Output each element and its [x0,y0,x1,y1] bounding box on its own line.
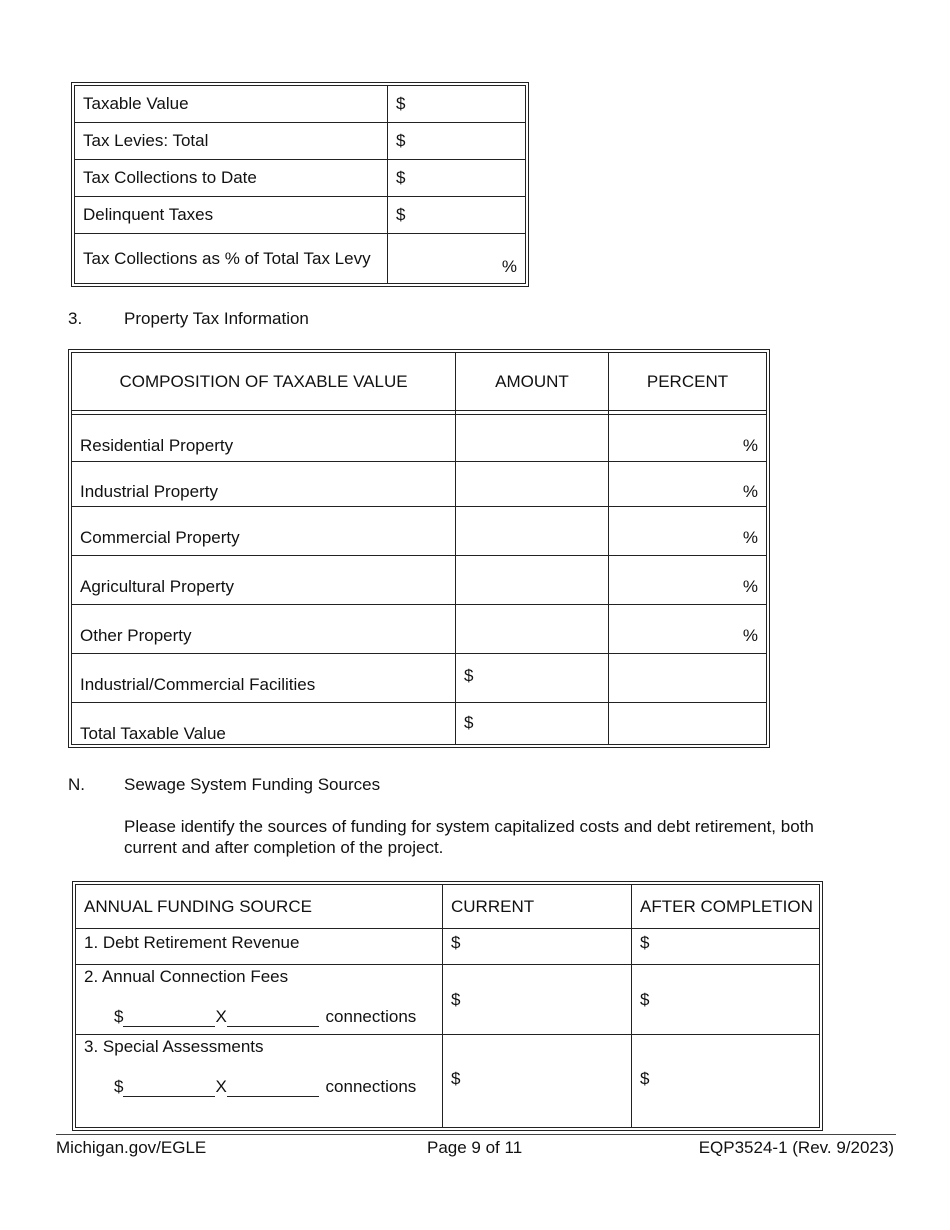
row-label: Agricultural Property [72,556,456,605]
connections-input[interactable] [227,1010,319,1027]
row-label: Delinquent Taxes [75,197,388,234]
column-header: PERCENT [609,353,767,411]
section-instructions: Please identify the sources of funding for system capitalized costs and debt retirement, both current and after completion of the project. [124,817,814,857]
column-header: AFTER COMPLETION [632,885,820,929]
rate-input[interactable] [123,1080,215,1097]
current-field[interactable]: $ [443,1035,632,1128]
funding-source-label: 2. Annual Connection Fees [84,967,289,986]
value-field[interactable]: $ [388,86,526,123]
dollar-sign: $ [114,1077,124,1096]
percent-field[interactable]: % [609,415,767,462]
connections-label: connections [325,1007,417,1026]
column-header: COMPOSITION OF TAXABLE VALUE [72,353,456,411]
rate-input[interactable] [123,1010,215,1027]
row-label: Tax Collections to Date [75,160,388,197]
table-row [72,556,767,605]
column-header: AMOUNT [456,353,609,411]
table-row [75,86,526,123]
funding-source-cell [76,965,443,1035]
table-row [72,605,767,654]
after-completion-field[interactable]: $ [632,965,820,1035]
times-sign: X [215,1077,227,1096]
section-title: Sewage System Funding Sources [124,775,381,794]
table-row [76,929,820,965]
funding-source-cell [76,1035,443,1128]
percent-field[interactable] [609,654,767,703]
table-row [76,965,820,1035]
connection-formula [84,1077,434,1097]
section-number: 3. [68,309,83,328]
amount-field[interactable] [456,462,609,507]
footer-divider [56,1134,896,1135]
column-header: ANNUAL FUNDING SOURCE [76,885,443,929]
table-row [72,462,767,507]
times-sign: X [215,1007,227,1026]
value-field[interactable]: $ [388,160,526,197]
row-label: Other Property [72,605,456,654]
table-row [75,160,526,197]
amount-field[interactable] [456,605,609,654]
funding-source-label: 3. Special Assessments [84,1037,264,1056]
property-tax-table [71,352,767,745]
row-label: Industrial Property [72,462,456,507]
table-header [72,353,767,411]
amount-field[interactable]: $ [456,654,609,703]
amount-field[interactable] [456,556,609,605]
row-label: Commercial Property [72,507,456,556]
connection-formula [84,1007,434,1027]
connections-label: connections [325,1077,417,1096]
tax-summary-table [74,85,526,284]
row-label: Residential Property [72,415,456,462]
table-row [75,123,526,160]
footer-website: Michigan.gov/EGLE [56,1138,207,1157]
row-label: Total Taxable Value [72,703,456,745]
amount-field[interactable]: $ [456,703,609,745]
percent-field[interactable]: % [609,605,767,654]
value-field[interactable]: $ [388,197,526,234]
row-label: Tax Levies: Total [75,123,388,160]
dollar-sign: $ [114,1007,124,1026]
row-label: Tax Collections as % of Total Tax Levy [75,234,388,284]
table-row [72,507,767,556]
funding-sources-table [75,884,820,1128]
percent-field[interactable]: % [609,507,767,556]
table-row [75,197,526,234]
current-field[interactable]: $ [443,929,632,965]
table-header [76,885,820,929]
percent-field[interactable] [609,703,767,745]
amount-field[interactable] [456,507,609,556]
table-row [72,703,767,745]
table-row [72,654,767,703]
after-completion-field[interactable]: $ [632,1035,820,1128]
current-field[interactable]: $ [443,965,632,1035]
row-label: Taxable Value [75,86,388,123]
value-field[interactable]: % [388,234,526,284]
value-field[interactable]: $ [388,123,526,160]
funding-source-label: 1. Debt Retirement Revenue [76,929,443,965]
section-title: Property Tax Information [124,309,309,328]
column-header: CURRENT [443,885,632,929]
footer-page-number: Page 9 of 11 [427,1138,523,1157]
amount-field[interactable] [456,415,609,462]
footer-form-number: EQP3524-1 (Rev. 9/2023) [698,1138,894,1157]
row-label: Industrial/Commercial Facilities [72,654,456,703]
table-row [76,1035,820,1128]
connections-input[interactable] [227,1080,319,1097]
section-letter: N. [68,775,85,794]
percent-field[interactable]: % [609,556,767,605]
table-row [75,234,526,284]
after-completion-field[interactable]: $ [632,929,820,965]
table-row [72,415,767,462]
percent-field[interactable]: % [609,462,767,507]
